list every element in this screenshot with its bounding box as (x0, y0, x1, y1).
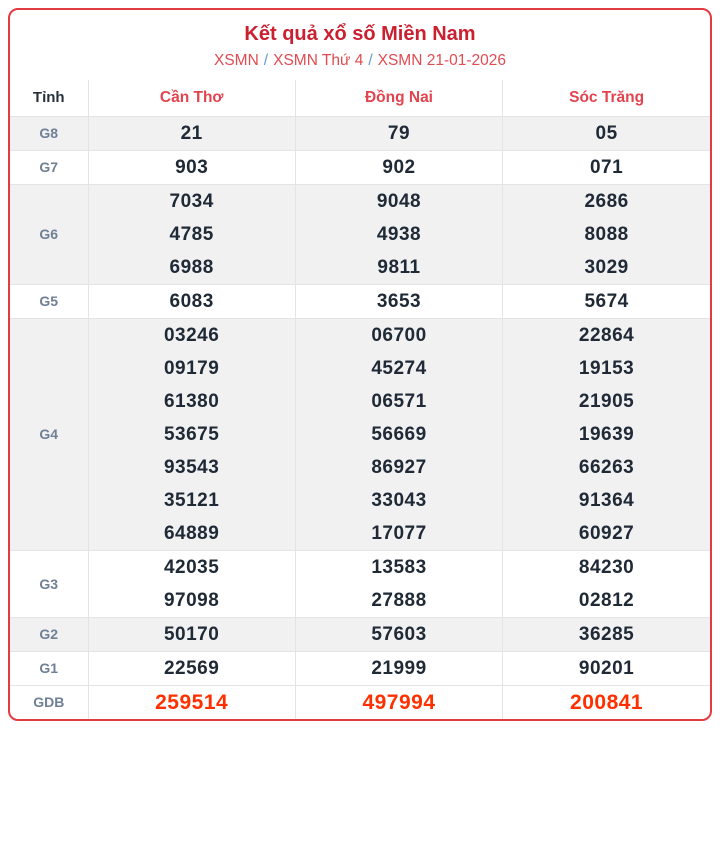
prize-cell (295, 150, 502, 184)
prize-number: 57603 (371, 623, 427, 645)
prize-number: 7034 (169, 190, 214, 212)
prize-number: 06700 (371, 324, 427, 346)
prize-number: 27888 (371, 589, 427, 611)
prize-row-gdb (10, 685, 710, 719)
prize-number: 9811 (377, 256, 421, 278)
prize-number: 21905 (578, 390, 635, 412)
prize-number: 19639 (578, 423, 635, 445)
prize-cell (295, 284, 502, 318)
prize-number: 02812 (578, 589, 635, 611)
prize-number: 86927 (371, 456, 427, 478)
prize-cell (503, 184, 710, 284)
prize-cell (88, 651, 295, 685)
prize-number: 45274 (371, 357, 427, 379)
prize-number: 79 (387, 122, 411, 144)
prize-number: 61380 (163, 390, 220, 412)
prize-cell (503, 685, 710, 719)
prize-label-g6: G6 (10, 184, 88, 284)
prize-number: 22569 (163, 657, 220, 679)
province-column-label: Tỉnh (10, 80, 88, 116)
results-table (10, 80, 710, 719)
prize-number: 200841 (570, 690, 644, 714)
prize-number: 91364 (578, 489, 635, 511)
prize-number: 84230 (578, 556, 635, 578)
prize-number: 259514 (155, 690, 229, 714)
prize-row-g3 (10, 550, 710, 617)
prize-label-gdb: GDB (10, 685, 88, 719)
prize-label-g1: G1 (10, 651, 88, 685)
prize-number: 03246 (163, 324, 220, 346)
prize-cell (88, 550, 295, 617)
results-body (10, 116, 710, 719)
breadcrumb-link-xsmn[interactable]: XSMN (214, 52, 259, 69)
prize-cell (295, 184, 502, 284)
prize-cell (88, 318, 295, 550)
prize-label-g2: G2 (10, 617, 88, 651)
prize-cell (503, 617, 710, 651)
prize-number: 8088 (584, 223, 629, 245)
breadcrumb-separator: / (368, 52, 373, 69)
prize-number: 2686 (584, 190, 629, 212)
prize-number: 09179 (163, 357, 220, 379)
prize-cell (503, 150, 710, 184)
prize-cell (295, 318, 502, 550)
prize-number: 3653 (376, 290, 422, 312)
prize-cell (88, 284, 295, 318)
prize-number: 05 (595, 122, 618, 144)
prize-label-g4: G4 (10, 318, 88, 550)
prize-row-g4 (10, 318, 710, 550)
breadcrumb-separator: / (263, 52, 269, 69)
prize-number: 06571 (371, 390, 427, 412)
prize-cell (295, 651, 502, 685)
prize-cell (88, 184, 295, 284)
prize-number: 497994 (362, 690, 436, 714)
prize-number: 21999 (371, 657, 427, 679)
lottery-results-card (8, 8, 712, 721)
prize-cell (295, 685, 502, 719)
prize-number: 33043 (371, 489, 427, 511)
prize-number: 90201 (578, 657, 635, 679)
prize-cell (503, 318, 710, 550)
prize-label-g3: G3 (10, 550, 88, 617)
prize-number: 97098 (163, 589, 220, 611)
prize-cell (503, 284, 710, 318)
prize-number: 6083 (169, 290, 214, 312)
prize-cell (88, 116, 295, 150)
prize-cell (295, 617, 502, 651)
prize-number: 50170 (163, 623, 220, 645)
prize-cell (88, 150, 295, 184)
breadcrumb-link-xsmn-weekday[interactable]: XSMN Thứ 4 (273, 52, 364, 69)
page-title: Kết quả xổ số Miền Nam (244, 23, 476, 45)
prize-number: 19153 (578, 357, 635, 379)
prize-number: 42035 (163, 556, 220, 578)
prize-cell (503, 550, 710, 617)
prize-number: 35121 (163, 489, 220, 511)
prize-number: 903 (175, 156, 209, 178)
prize-row-g8 (10, 116, 710, 150)
prize-cell (295, 116, 502, 150)
prize-number: 5674 (584, 290, 629, 312)
prize-row-g6 (10, 184, 710, 284)
prize-number: 56669 (371, 423, 427, 445)
province-header-dong-nai[interactable]: Đồng Nai (295, 80, 502, 116)
prize-cell (503, 651, 710, 685)
prize-row-g1 (10, 651, 710, 685)
prize-number: 64889 (163, 522, 220, 544)
province-header-soc-trang[interactable]: Sóc Trăng (503, 80, 710, 116)
prize-number: 4938 (376, 223, 422, 245)
prize-number: 60927 (578, 522, 635, 544)
table-header-row (10, 80, 710, 116)
prize-number: 3029 (584, 256, 629, 278)
prize-number: 071 (589, 156, 624, 178)
prize-row-g2 (10, 617, 710, 651)
prize-label-g8: G8 (10, 116, 88, 150)
prize-cell (295, 550, 502, 617)
prize-number: 6988 (169, 256, 214, 278)
prize-row-g5 (10, 284, 710, 318)
prize-number: 17077 (371, 522, 427, 544)
breadcrumb (10, 51, 710, 70)
prize-number: 21 (180, 122, 203, 144)
prize-cell (88, 617, 295, 651)
prize-label-g7: G7 (10, 150, 88, 184)
prize-number: 53675 (163, 423, 220, 445)
prize-number: 902 (382, 156, 416, 178)
province-header-can-tho[interactable]: Cần Thơ (88, 80, 295, 116)
breadcrumb-link-xsmn-date[interactable]: XSMN 21-01-2026 (377, 52, 506, 69)
prize-row-g7 (10, 150, 710, 184)
prize-number: 22864 (578, 324, 635, 346)
prize-number: 36285 (578, 623, 635, 645)
prize-number: 93543 (163, 456, 220, 478)
prize-number: 66263 (578, 456, 635, 478)
prize-label-g5: G5 (10, 284, 88, 318)
prize-number: 13583 (371, 556, 427, 578)
prize-cell (503, 116, 710, 150)
prize-number: 4785 (169, 223, 214, 245)
prize-cell (88, 685, 295, 719)
prize-number: 9048 (376, 190, 422, 212)
card-header (10, 10, 710, 80)
